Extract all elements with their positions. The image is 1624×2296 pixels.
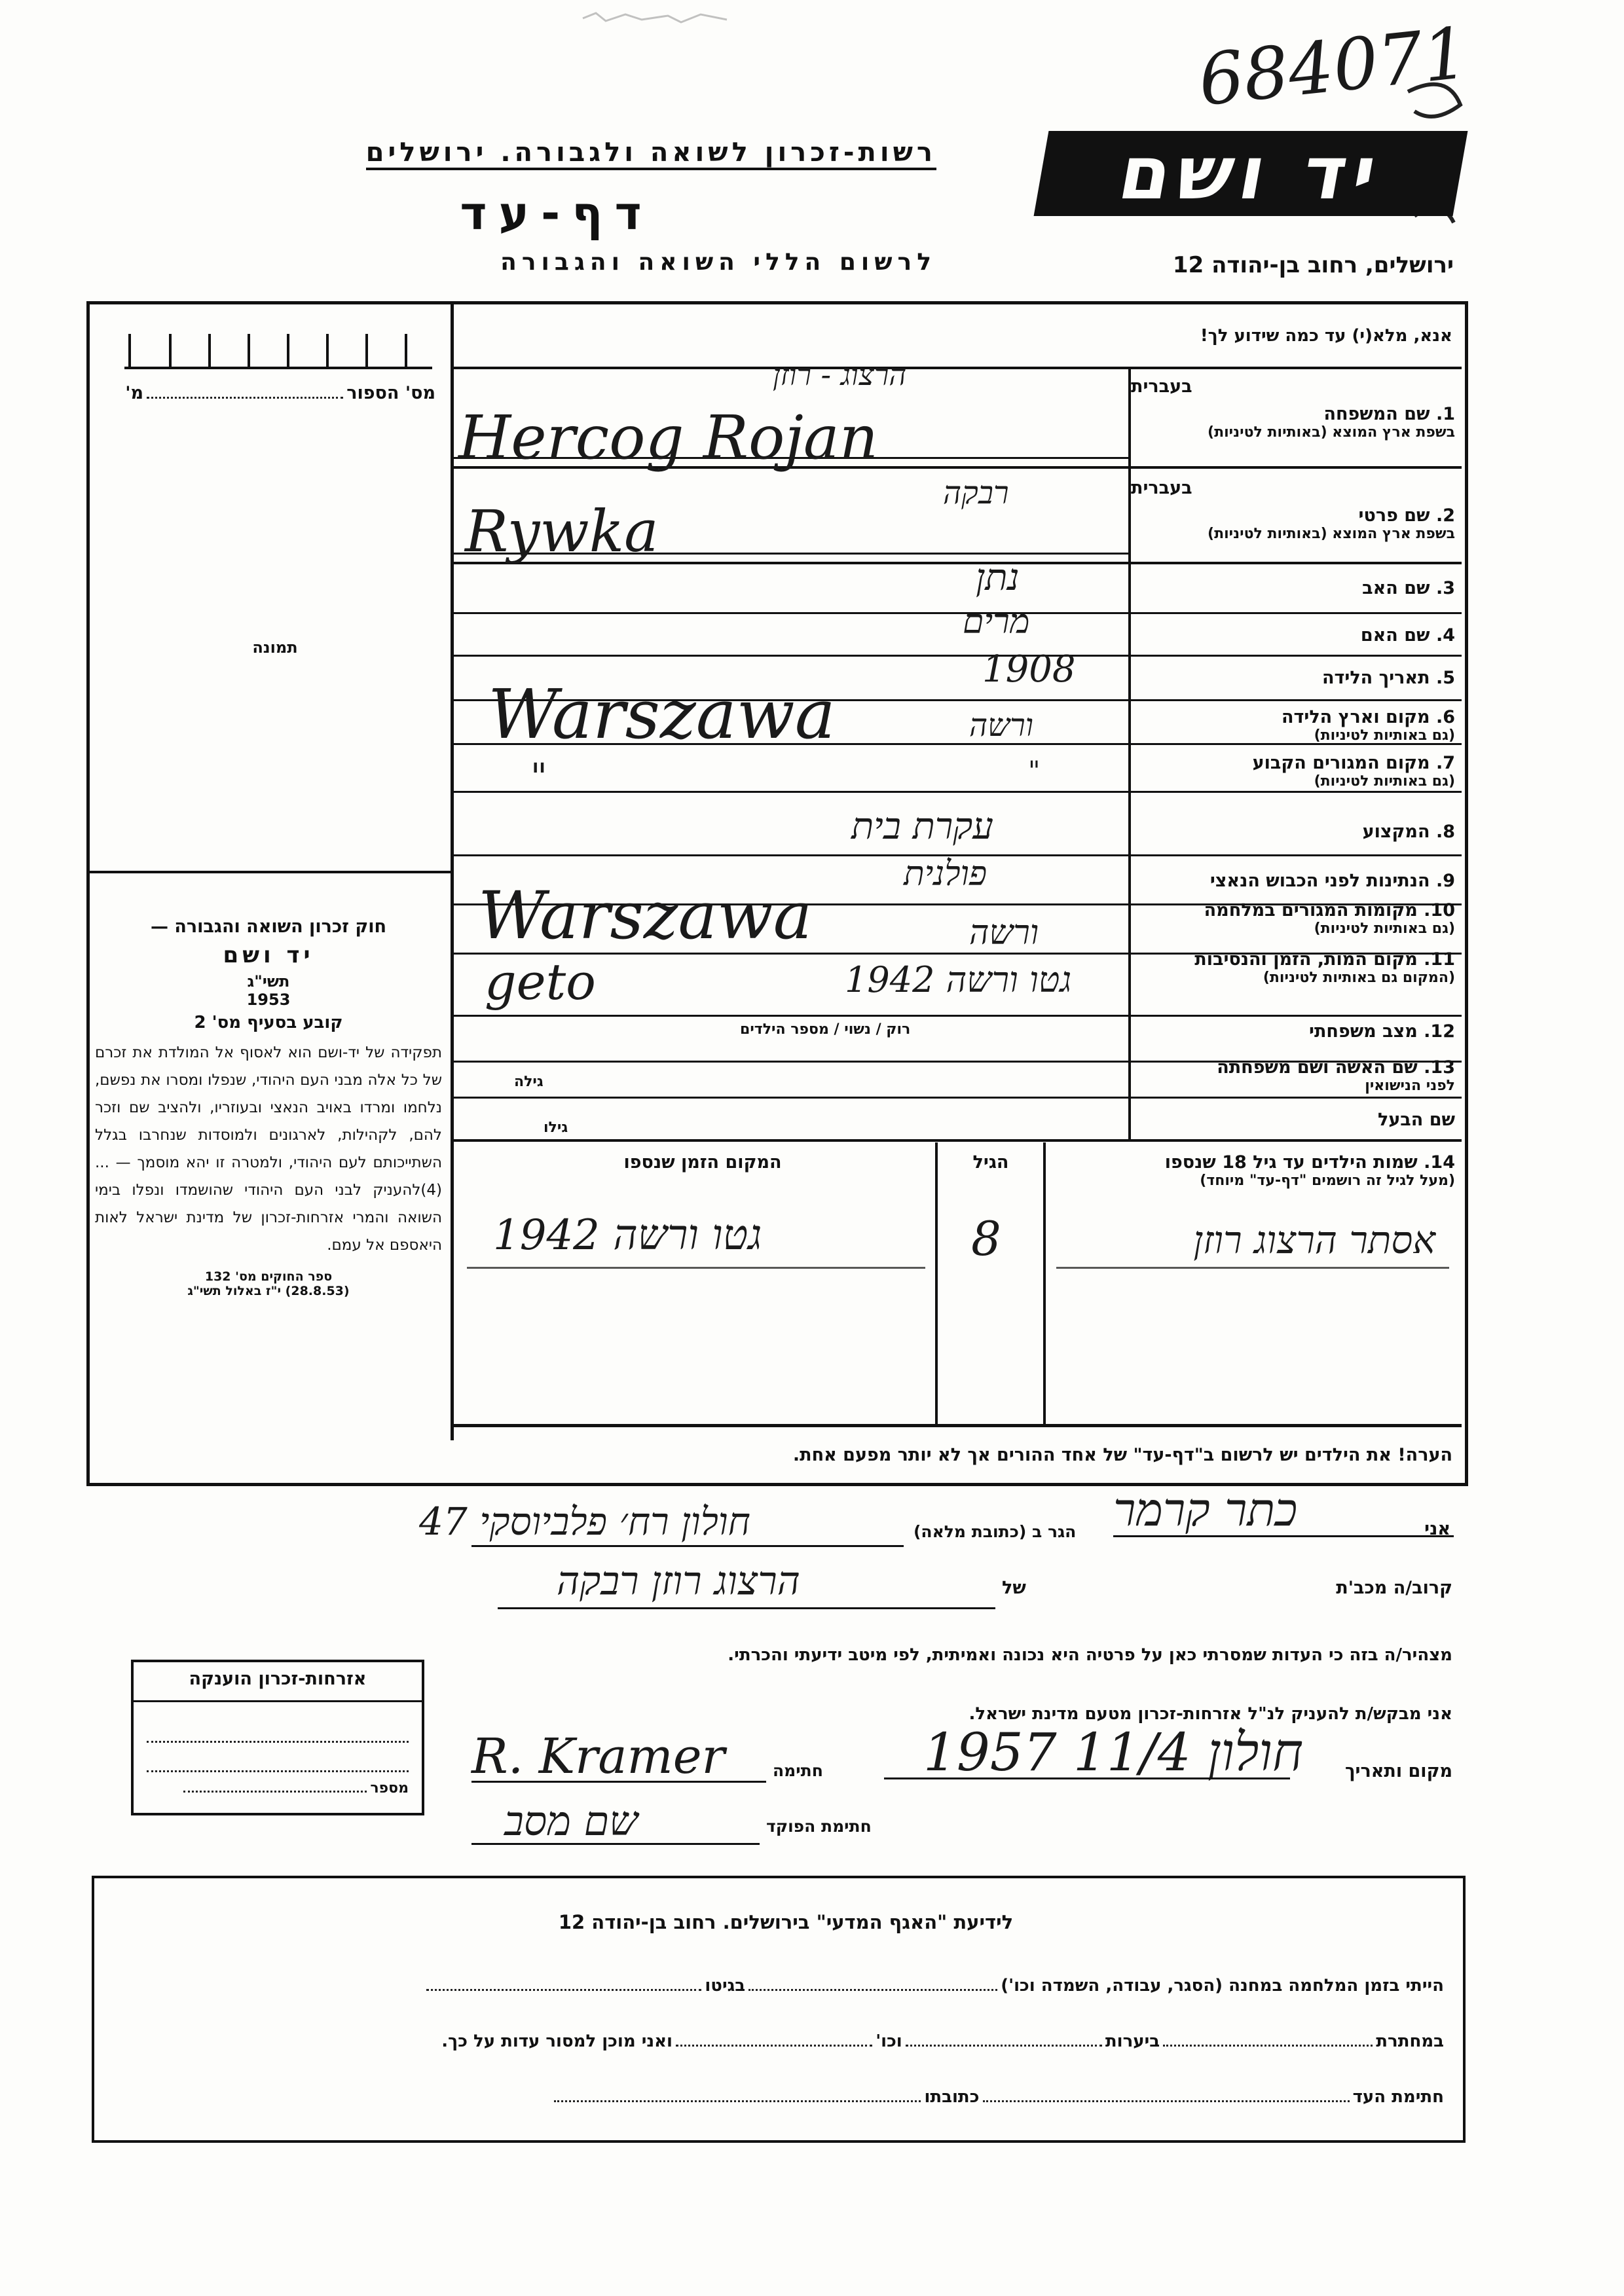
field-2-sub: בשפת ארץ המוצא (באותיות לטיניות) (1208, 526, 1455, 542)
law-clause: קובע בסעיף מס' 2 (194, 1013, 343, 1032)
law-year: תשי"ג (247, 972, 290, 991)
field-8-label: 8. המקצוע (1362, 822, 1455, 842)
field-6-sub: (גם באותיות לטיניות) (1314, 727, 1455, 744)
mother-name[interactable]: מרים (963, 602, 1030, 642)
children-table (454, 1142, 1462, 1430)
child-age[interactable]: 8 (971, 1211, 1001, 1266)
child-name[interactable]: אסתר הרצוג רוזן (1193, 1218, 1435, 1262)
residence-latin[interactable]: " (530, 756, 547, 799)
footer-line-1: הייתי בזמן המלחמה במחנה (הסגר, עבודה, השמדה וכו') בגיטו (200, 1974, 1444, 1997)
sig-underline (471, 1781, 766, 1783)
law-text-block (95, 917, 442, 1298)
place-date[interactable]: חולון 11/4 1957 (923, 1722, 1304, 1783)
declarant-signature[interactable]: R. Kramer (471, 1728, 725, 1785)
forest-blank[interactable] (906, 2045, 1102, 2047)
field-10-sub: (גם באותיות לטיניות) (1314, 920, 1455, 937)
official-signature[interactable]: שם מסב (504, 1797, 638, 1845)
registry-label-row (108, 383, 435, 409)
field-labels (1131, 370, 1455, 1142)
witness-address-blank[interactable] (554, 2100, 921, 2102)
law-ref1: ספר החוקים מס' 132 (204, 1269, 333, 1284)
address-underline (471, 1545, 904, 1547)
declarant-address[interactable]: חולון רח׳ פלביוסקי 47 (419, 1499, 751, 1544)
field-4-label: 4. שם האם (1360, 625, 1455, 646)
law-body: תפקידה של יד-ושם הוא לאסוף אל המולדת את זכרם של כל אלה מבני העם היהודי, שנפלו ומסרו את נפשם, נלחמו ומרדו באויב הנאצי ובעוזריו, ולהציב שם וזכר להם, לקהילות, לארגונים ולמוסדות שנחרבו בגלל השתייכותם לעם היהודי, ולמטרה זו יהא מוסמך — ...(4)להעניק לבני העם היהודי שהושמדו ונפלו בימי השואה והמרי אזרחות-זכרון של מדינת ישראל לאות היאספם אל עמם. (95, 1044, 442, 1254)
footer-title: לידיעת "האגף המדעי" בירושלים. רחוב בן-יהודה 12 (558, 1911, 1014, 1933)
place-date-label: מקום ותאריך (1344, 1761, 1452, 1781)
registry-short: מ' (125, 383, 144, 403)
statement-2: אני מבקש/ת להעניק לנ"ל אזרחות-זכרון מטעם מדינת ישראל. (969, 1704, 1452, 1724)
authority-title: רשות-זכרון לשואה ולגבורה. ירושלים (366, 137, 936, 170)
birthplace-hebrew[interactable]: ורשה (969, 707, 1033, 744)
husband-label: שם הבעל (1377, 1110, 1455, 1130)
birth-date[interactable]: 1908 (982, 648, 1076, 691)
field-11-sub: (המקום גם באותיות לטיניות) (1263, 970, 1455, 986)
first-name-hebrew[interactable]: רבקה (943, 475, 1009, 511)
witness-sig-blank[interactable] (983, 2100, 1350, 2102)
of-underline (498, 1607, 995, 1609)
field-1-label: 1. שם המשפחה (1323, 404, 1455, 424)
children-header-name: 14. שמות הילדים עד גיל 18 שנספו (מעל לגיל זה רושמים "דף-עד" מיוחד) (1164, 1152, 1455, 1189)
first-name-latin[interactable]: Rywka (465, 498, 659, 565)
footer-line-2: במחתרת ביערות וכו' ואני מוכן למסור עדות על כך. (441, 2032, 1444, 2051)
field-13-sub: לפני הנישואין (1365, 1078, 1455, 1094)
field-10-label: 10. מקומות המגורים במלחמה (1204, 900, 1455, 920)
form-title: דף-עד (460, 187, 654, 240)
form-subtitle: לרשום הללי השואה והגבורה (500, 249, 936, 276)
field-9-label: 9. הנתינות לפני הכבוש הנאצי (1209, 871, 1455, 891)
footer-line-3: חתימת העד כתובתו (200, 2085, 1444, 2109)
husband-age-label: גילו (544, 1120, 568, 1136)
official-underline (471, 1843, 760, 1845)
photo-box-bottom (86, 871, 451, 873)
law-ref2: (28.8.53) י"ז באלול תשי"ג (187, 1284, 350, 1298)
field-2-label: 2. שם פרטי (1358, 505, 1455, 526)
field-5-label: 5. תאריך הלידה (1321, 668, 1455, 688)
note: הערה! את הילדים יש לרשום ב"דף-עד" של אחד ההורים אך לא יותר מפעם אחת. (792, 1445, 1452, 1465)
field-12-label: 12. מצב משפחתי (1309, 1021, 1455, 1042)
marital-status-options: רוק / נשוי / מספר הילדים (740, 1021, 911, 1038)
signature-label: חתימה (773, 1761, 823, 1780)
death-place-hebrew[interactable]: גטו ורשה 1942 (845, 959, 1072, 1000)
birthplace-latin[interactable]: Warszawa (488, 674, 836, 754)
memorial-num-row: מספר (147, 1780, 409, 1796)
field-2-heb-tag: בעברית (1131, 478, 1192, 498)
law-title: חוק זכרון השואה והגבורה — (150, 917, 387, 937)
field-3-label: 3. שם האב (1362, 578, 1455, 598)
field-1-heb-tag: בעברית (1131, 376, 1192, 397)
wartime-residence-latin[interactable]: Warszawa (478, 877, 813, 954)
underground-blank[interactable] (1163, 2045, 1373, 2047)
registry-blank[interactable] (147, 397, 343, 399)
wife-age-label: גילה (514, 1074, 544, 1090)
wartime-residence-hebrew[interactable]: ורשה (969, 913, 1039, 953)
registry-label: מס' הספור (346, 383, 435, 403)
memorial-box (131, 1660, 424, 1815)
field-6-label: 6. מקום וארץ הלידה (1281, 707, 1455, 727)
official-label: חתימת הפוקד (766, 1817, 872, 1836)
law-year-num: 1953 (246, 991, 291, 1009)
relative-label: קרוב/ה מכב'ת (1336, 1578, 1452, 1598)
law-org: יד ושם (223, 942, 314, 968)
photo-label: תמונה (252, 638, 298, 657)
name-underline (1113, 1535, 1454, 1537)
child-place[interactable]: גטו ורשה 1942 (493, 1211, 762, 1260)
field-7-label: 7. מקום המגורים הקבוע (1252, 753, 1455, 773)
etc-blank[interactable] (676, 2045, 872, 2047)
of-value[interactable]: הרצוג רוזן רבקה (557, 1558, 800, 1604)
field-11-label: 11. מקום המות, הזמן והנסיבות (1194, 949, 1455, 970)
field-13-label: 13. שם האשה ושם משפחתה (1217, 1057, 1455, 1078)
declarant-name[interactable]: כתר קרמר (1113, 1483, 1298, 1537)
archive-number: 684071 (1194, 12, 1472, 122)
yad-vashem-logo: יד ושם (1034, 131, 1468, 216)
resident-label: הגר ב (כתובת מלאה) (913, 1522, 1077, 1541)
statement-1: מצהיר/ה בזה כי העדות שמסרתי כאן על פרטיה היא נכונה ואמיתית, לפי מיטב ידיעתי והכרתי. (728, 1645, 1452, 1665)
occupation[interactable]: עקרת בית (851, 805, 993, 848)
nationality[interactable]: פולנית (904, 854, 987, 894)
camp-blank[interactable] (748, 1989, 997, 1991)
residence-hebrew[interactable]: " (1028, 756, 1041, 786)
instruction: אנא, מלא(י) עד כמה שידוע לך! (1200, 326, 1452, 346)
of-label: של (1002, 1578, 1026, 1598)
field-7-sub: (גם באותיות לטיניות) (1314, 773, 1455, 790)
field-1-sub: בשפת ארץ המוצא (באותיות לטיניות) (1208, 424, 1455, 441)
declaration-i-label: אני (1424, 1519, 1450, 1539)
children-header-place: המקום הזמן שנספו (623, 1152, 782, 1173)
surname-hebrew[interactable]: הרצוג - רוזן (773, 357, 907, 392)
date-underline (884, 1777, 1290, 1779)
ghetto-blank[interactable] (426, 1989, 701, 1991)
children-header-age: הגיל (972, 1152, 1009, 1173)
memorial-title: אזרחות-זכרון הוענקה (189, 1669, 367, 1689)
death-place-latin[interactable]: geto (485, 953, 596, 1011)
header-address: ירושלים, רחוב בן-יהודה 12 (1172, 252, 1454, 278)
father-name[interactable]: נתן (976, 556, 1020, 599)
scan-noise (576, 5, 773, 31)
registry-number-boxes (124, 334, 432, 369)
surname-latin[interactable]: Hercog Rojan (458, 403, 878, 473)
